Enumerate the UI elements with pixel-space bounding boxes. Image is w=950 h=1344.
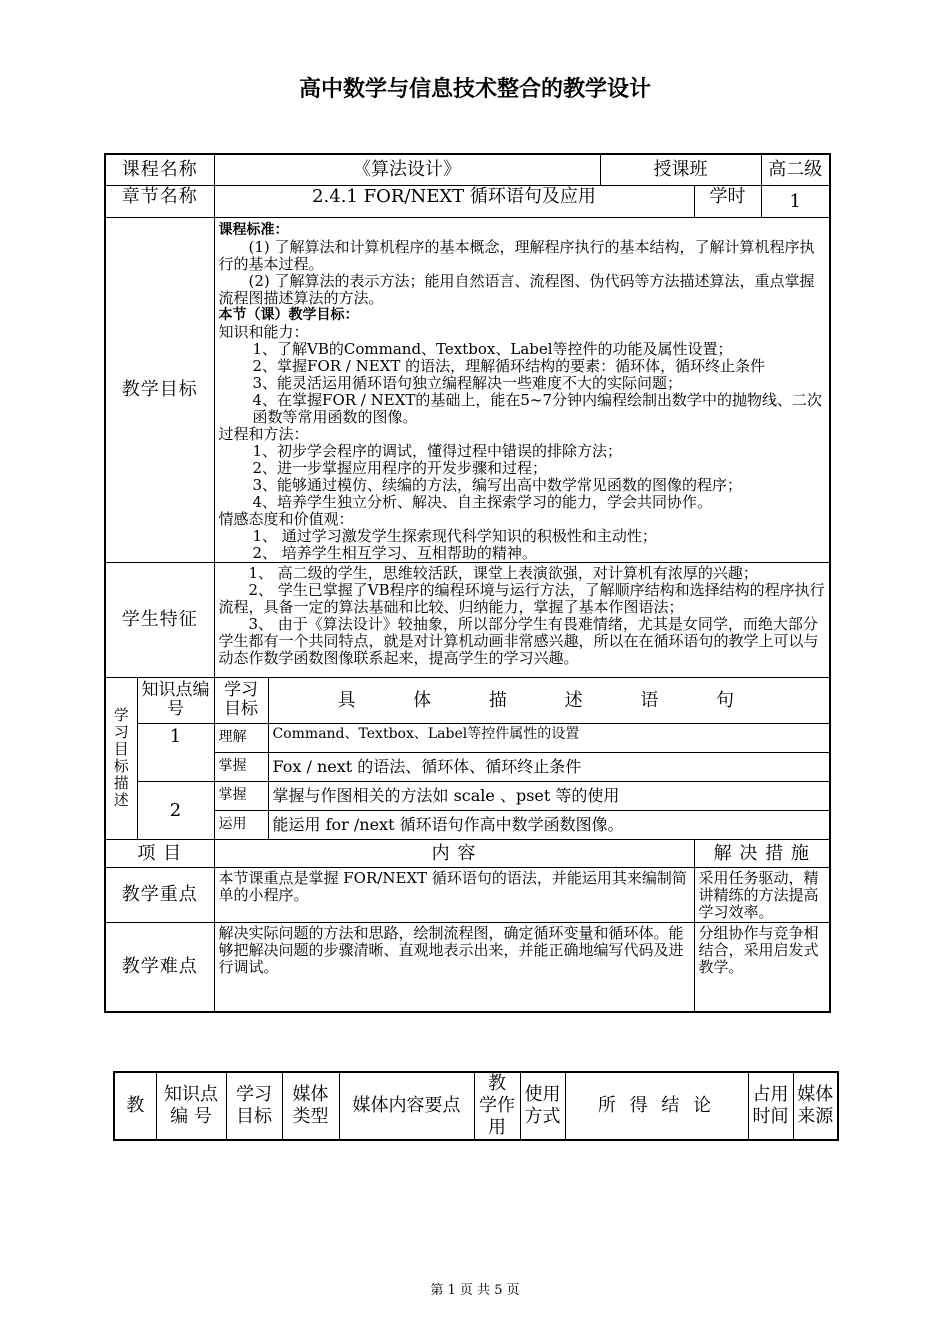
col-content: 内 容 xyxy=(214,839,694,867)
col-item: 项 目 xyxy=(105,839,214,867)
class-label: 授课班 xyxy=(600,154,761,185)
hours-value: 1 xyxy=(761,185,830,217)
point-number: 2 xyxy=(137,781,214,839)
page-title: 高中数学与信息技术整合的教学设计 xyxy=(298,77,651,102)
col-point-number: 知识点编 号 xyxy=(137,677,214,723)
process-heading: 过程和方法： xyxy=(218,424,309,443)
class-value: 高二级 xyxy=(761,154,830,185)
col-learning-goal: 学习目标 xyxy=(214,677,268,723)
key-point-measure: 采用任务驱动，精讲精练的方法提高学习效率。 xyxy=(694,867,830,922)
emotion-heading: 情感态度和价值观： xyxy=(218,509,354,528)
standard-heading: 课程标准： xyxy=(218,221,289,238)
student-trait-item: 1、 高二级的学生，思维较活跃，课堂上表演欲强，对计算机有浓厚的兴趣； xyxy=(248,563,758,582)
media-col-header: 教 xyxy=(114,1072,156,1140)
media-col-header: 媒体类型 xyxy=(282,1072,339,1140)
goal-description: Command、Textbox、Label等控件属性的设置 xyxy=(268,723,830,752)
student-trait-item: 3、 由于《算法设计》较抽象，所以部分学生有畏难情绪，尤其是女同学，而绝大部分学生都有一个共同特点，就是对计算机动画非常感兴趣，所以在在循环语句的教学上可以与动态作数学函数图像联系起来，提高学生的学习兴趣。 xyxy=(218,614,819,667)
knowledge-item: 3、能灵活运用循环语句独立编程解决一些难度不大的实际问题； xyxy=(252,373,683,392)
difficulty-measure: 分组协作与竞争相结合，采用启发式教学。 xyxy=(694,922,830,1012)
media-col-header: 教 学作用 xyxy=(474,1072,520,1140)
process-item: 2、进一步掌握应用程序的开发步骤和过程； xyxy=(252,458,548,477)
student-traits-content xyxy=(214,562,830,677)
student-traits-label: 学生特征 xyxy=(105,562,214,677)
objectives-side-label: 学习目标描述 xyxy=(105,677,137,839)
chapter-name-value: 2.4.1 FOR/NEXT 循环语句及应用 xyxy=(214,185,694,217)
goal-description: 掌握与作图相关的方法如 scale 、pset 等的使用 xyxy=(268,781,830,810)
goal-level: 掌握 xyxy=(214,752,268,781)
col-description: 具 体 描 述 语 句 xyxy=(268,677,830,723)
teaching-goals-label: 教学目标 xyxy=(105,217,214,562)
lesson-goal-heading: 本节（课）教学目标： xyxy=(218,306,359,323)
process-item: 4、培养学生独立分析、解决、自主探索学习的能力，学会共同协作。 xyxy=(252,492,713,511)
course-name-value: 《算法设计》 xyxy=(214,154,600,185)
media-col-header: 占用时间 xyxy=(748,1072,793,1140)
chapter-name-label: 章节名称 xyxy=(105,185,214,217)
media-col-header: 使用方式 xyxy=(520,1072,565,1140)
difficulty-content: 解决实际问题的方法和思路，绘制流程图，确定循环变量和循环体。能够把解决问题的步骤清晰、直观地表示出来，并能正确地编写代码及进行调试。 xyxy=(214,922,694,1012)
knowledge-heading: 知识和能力： xyxy=(218,322,309,341)
media-col-header: 所 得 结 论 xyxy=(565,1072,748,1140)
standard-item: (2) 了解算法的表示方法；能用自然语言、流程图、伪代码等方法描述算法，重点掌握流程图描述算法的方法。 xyxy=(218,271,815,307)
teaching-goals-content xyxy=(214,217,830,562)
difficulty-label: 教学难点 xyxy=(105,922,214,1012)
media-col-header: 媒体来源 xyxy=(793,1072,838,1140)
lesson-plan-table xyxy=(104,153,831,1013)
goal-level: 运用 xyxy=(214,810,268,839)
goal-description: 能运用 for /next 循环语句作高中数学函数图像。 xyxy=(268,810,830,839)
goal-level: 理解 xyxy=(214,723,268,752)
course-name-label: 课程名称 xyxy=(105,154,214,185)
key-point-label: 教学重点 xyxy=(105,867,214,922)
emotion-item: 2、 培养学生相互学习、互相帮助的精神。 xyxy=(252,543,537,562)
goal-level: 掌握 xyxy=(214,781,268,810)
goal-description: Fox / next 的语法、循环体、循环终止条件 xyxy=(268,752,830,781)
knowledge-item: 1、了解VB的Command、Textbox、Label等控件的功能及属性设置； xyxy=(252,339,733,358)
standard-item: (1) 了解算法和计算机程序的基本概念，理解程序执行的基本结构，了解计算机程序执行的基本过程。 xyxy=(218,237,815,273)
process-item: 1、初步学会程序的调试，懂得过程中错误的排除方法； xyxy=(252,441,623,460)
media-col-header: 知识点编 号 xyxy=(156,1072,226,1140)
col-measure: 解 决 措 施 xyxy=(694,839,830,867)
media-col-header: 学习目标 xyxy=(226,1072,282,1140)
page-footer: 第 1 页 共 5 页 xyxy=(430,1283,520,1298)
key-point-content: 本节课重点是掌握 FOR/NEXT 循环语句的语法，并能运用其来编制简单的小程序。 xyxy=(214,867,694,922)
hours-label: 学时 xyxy=(694,185,761,217)
media-table xyxy=(113,1071,839,1141)
media-col-header: 媒体内容要点 xyxy=(339,1072,474,1140)
emotion-item: 1、 通过学习激发学生探索现代科学知识的积极性和主动性； xyxy=(252,526,657,545)
student-trait-item: 2、 学生已掌握了VB程序的编程环境与运行方法，了解顺序结构和选择结构的程序执行流程，具备一定的算法基础和比较、归纳能力，掌握了基本作图语法； xyxy=(218,580,825,616)
knowledge-item: 2、掌握FOR / NEXT 的语法，理解循环结构的要素：循环体，循环终止条件 xyxy=(252,356,766,375)
knowledge-item: 4、在掌握FOR / NEXT的基础上，能在5~7分钟内编程绘制出数学中的抛物线、二次函数等常用函数的图像。 xyxy=(252,390,823,426)
process-item: 3、能够通过模仿、续编的方法，编写出高中数学常见函数的图像的程序； xyxy=(252,475,743,494)
point-number: 1 xyxy=(137,723,214,781)
